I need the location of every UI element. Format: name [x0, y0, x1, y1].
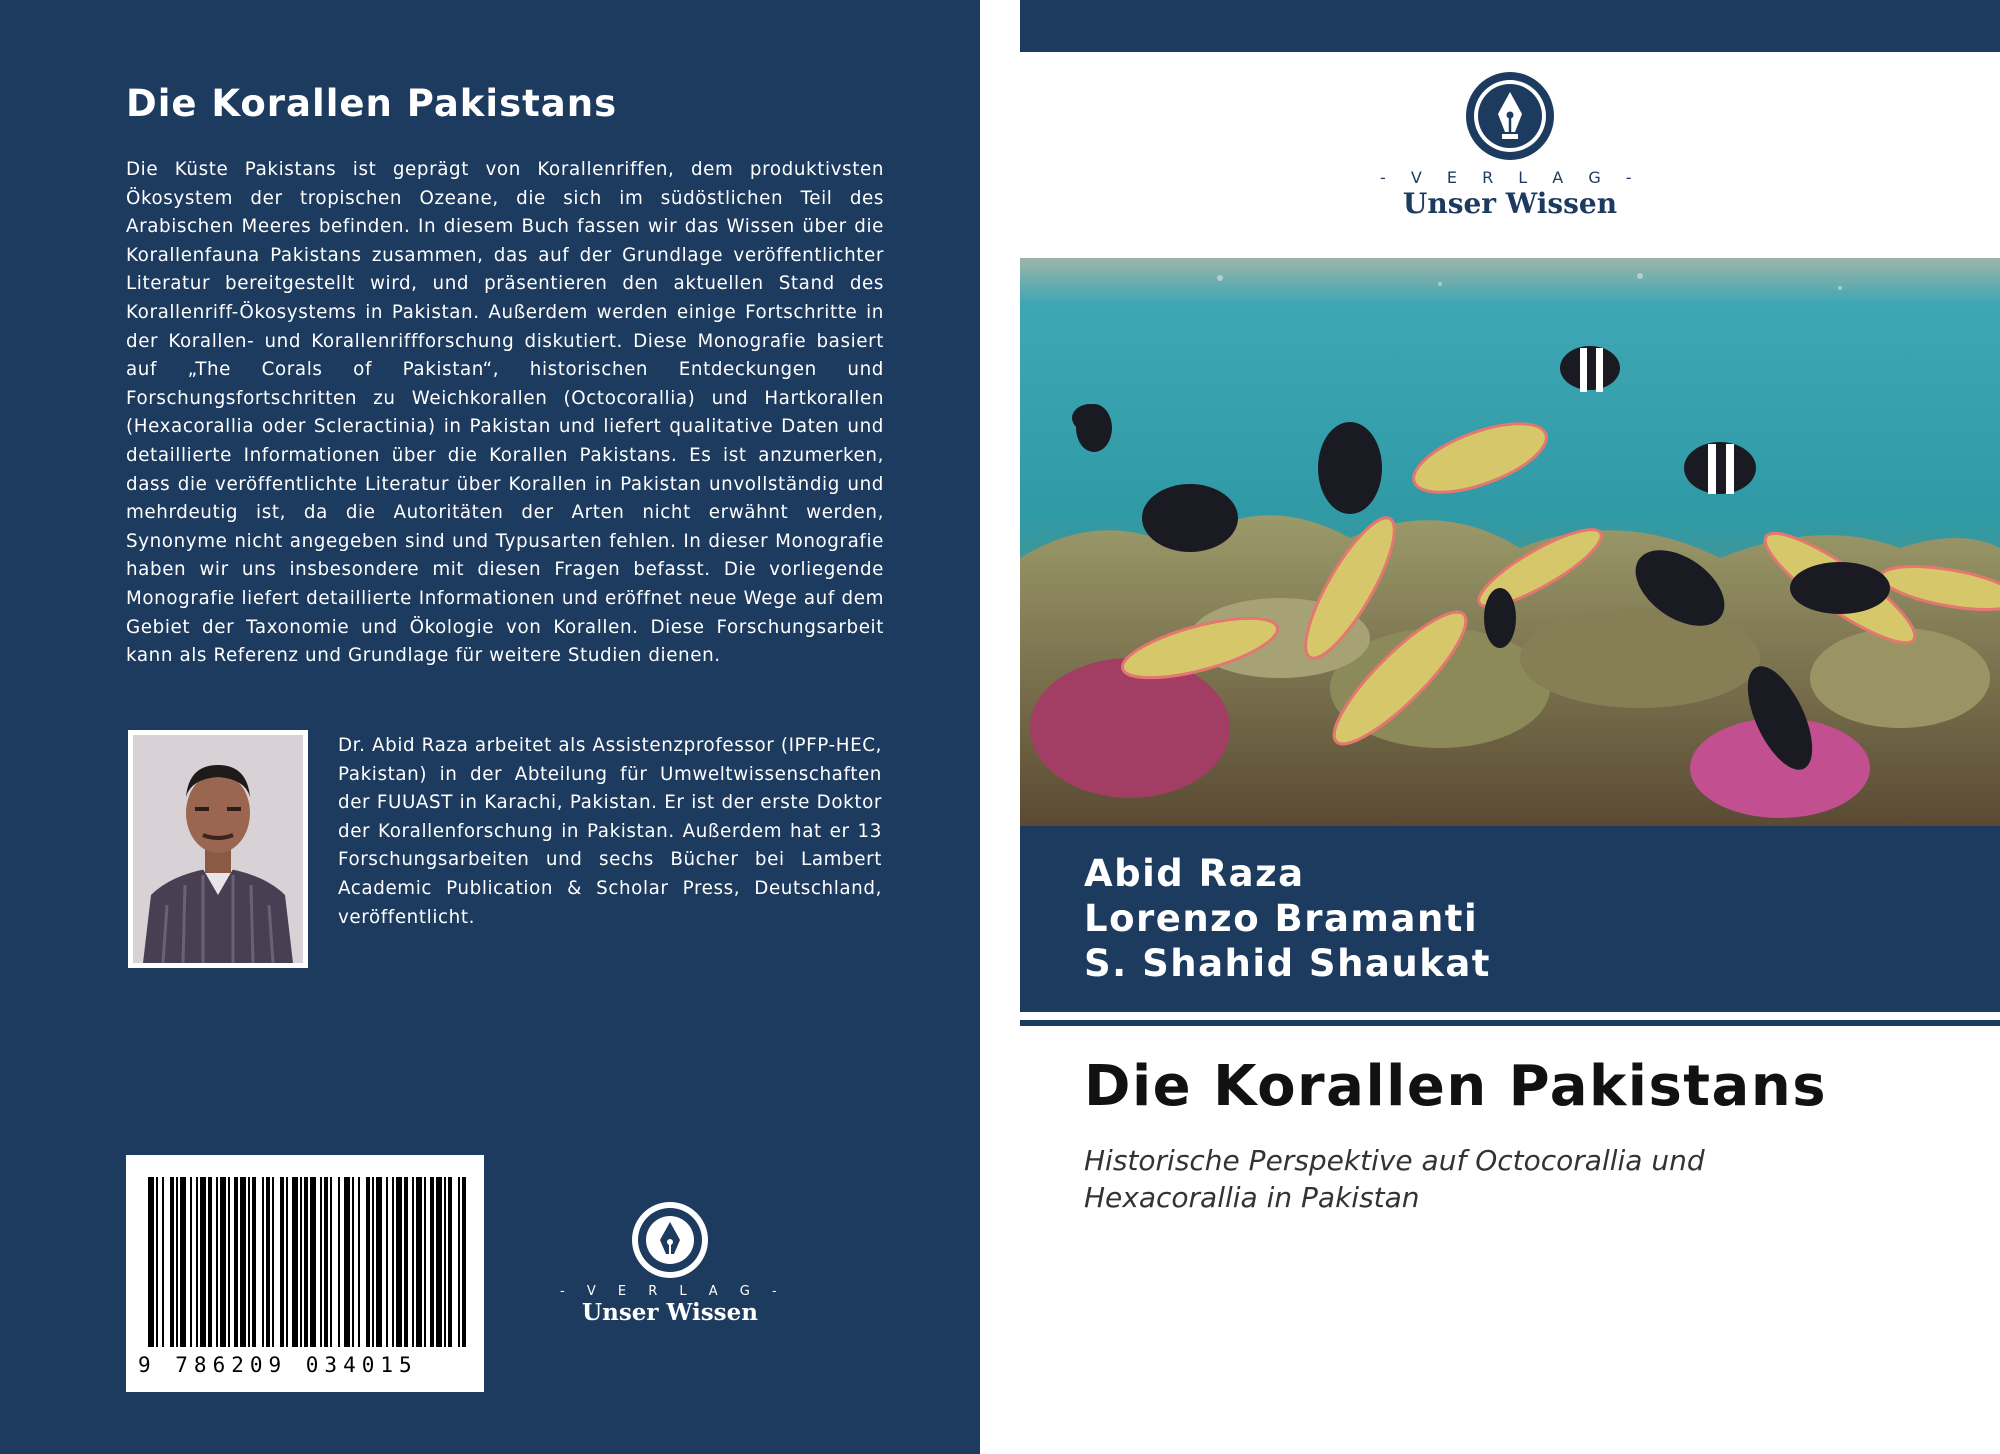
barcode-bar [344, 1177, 350, 1347]
fountain-pen-nib-icon [1464, 70, 1556, 162]
barcode-bar [190, 1177, 192, 1347]
barcode-bar [416, 1177, 422, 1347]
barcode-bar [220, 1177, 226, 1347]
barcode-bar [262, 1177, 264, 1347]
author-bio: Dr. Abid Raza arbeitet als Assistenzprofessor (IPFP-HEC, Pakistan) in der Abteilung für Umweltwissenschaften der FUUAST in Karachi, Pakistan. Er ist der erste Doktor der Korallenforschung in Pakistan. Außerdem hat er 13 Forschungsarbeiten und sechs Bücher bei Lambert Academic Publication & Scholar Press, Deutschland, veröffentlicht. [338, 735, 882, 928]
publisher-verlag-label: - V E R L A G - [560, 1284, 786, 1299]
isbn-barcode [126, 1155, 484, 1392]
cover-photo-coral-reef [1020, 258, 2000, 826]
barcode-bar [304, 1177, 308, 1347]
barcode-bar [324, 1177, 328, 1347]
publisher-verlag-label: - V E R L A G - [1380, 168, 1642, 187]
barcode-bar [200, 1177, 206, 1347]
barcode-bar [392, 1177, 394, 1347]
book-subtitle: Historische Perspektive auf Octocorallia und Hexacorallia in Pakistan [1084, 1144, 1705, 1214]
barcode-bar [458, 1177, 460, 1347]
author-name: Lorenzo Bramanti [1084, 897, 1479, 940]
barcode-bar [372, 1177, 374, 1347]
barcode-bar [272, 1177, 274, 1347]
barcode-bar [216, 1177, 218, 1347]
barcode-bar [404, 1177, 408, 1347]
barcode-bar [248, 1177, 250, 1347]
author-name: S. Shahid Shaukat [1084, 942, 1491, 985]
barcode-bar [412, 1177, 414, 1347]
spine [980, 0, 1020, 1454]
publisher-logo-back [560, 1200, 786, 1326]
barcode-bar [352, 1177, 354, 1347]
barcode-bar [376, 1177, 382, 1347]
front-cover [1020, 0, 2000, 1454]
barcode-bar [424, 1177, 426, 1347]
barcode-bar [292, 1177, 298, 1347]
barcode-bar [170, 1177, 174, 1347]
back-cover-title: Die Korallen Pakistans [126, 82, 618, 125]
barcode-bar [436, 1177, 442, 1347]
barcode-bar [280, 1177, 284, 1347]
barcode-bar [448, 1177, 452, 1347]
barcode-bar [252, 1177, 256, 1347]
barcode-bar [176, 1177, 178, 1347]
authors-band [1020, 826, 2000, 1012]
barcode-bar [386, 1177, 388, 1347]
barcode-bar [338, 1177, 340, 1347]
back-cover-blurb: Die Küste Pakistans ist geprägt von Korallenriffen, dem produktivsten Ökosystem der tropischen Ozeane, die sich im südöstlichen Teil des Arabischen Meeres befinden. In diesem Buch fassen wir das Wissen über die Korallenfauna Pakistans zusammen, das auf der Grundlage veröffentlichter Literatur bereitgestellt wird, und präsentieren den aktuellen Stand des Korallenriff-Ökosystems in Pakistan. Außerdem werden einige Fortschritte in der Korallen- und Korallenriffforschung diskutiert. Diese Monografie basiert auf „The Corals of Pakistan“, historischen Entdeckungen und Forschungsfortschritten zu Weichkorallen (Octocorallia) und Hartkorallen (Hexacorallia oder Scleractinia) in Pakistan und liefert qualitative Daten und detaillierte Informationen über die Korallen Pakistans. Es ist anzumerken, dass die veröffentlichte Literatur über Korallen in Pakistan unvollständig und mehrdeutig ist, da die Autoritäten der Arten nicht erwähnt werden, Synonyme nicht angegeben sind und Typusarten fehlen. In dieser Monografie haben wir uns insbesondere mit diesen Fragen befasst. Die vorliegende Monografie liefert detaillierte Informationen und eröffnet neue Wege auf dem Gebiet der Taxonomie und Ökologie von Korallen. Diese Forschungsarbeit kann als Referenz und Grundlage für weitere Studien dienen. [126, 159, 884, 667]
back-cover [0, 0, 980, 1454]
barcode-bar [430, 1177, 434, 1347]
barcode-bar [234, 1177, 238, 1347]
barcode-bar [196, 1177, 198, 1347]
barcode-bar [358, 1177, 360, 1347]
divider [1020, 1020, 2000, 1026]
barcode-bar [444, 1177, 446, 1347]
barcode-bar [366, 1177, 370, 1347]
barcode-bar [156, 1177, 158, 1347]
barcode-bar [286, 1177, 288, 1347]
barcode-bar [180, 1177, 186, 1347]
book-title: Die Korallen Pakistans [1084, 1054, 1828, 1119]
publisher-seal-icon [630, 1200, 710, 1280]
barcode-bar [148, 1177, 154, 1347]
author-name: Abid Raza [1084, 852, 1305, 895]
barcode-bar [266, 1177, 270, 1347]
barcode-bar [310, 1177, 316, 1347]
barcode-bar [228, 1177, 230, 1347]
barcode-bar [396, 1177, 402, 1347]
barcode-bar [300, 1177, 302, 1347]
barcode-bar [240, 1177, 246, 1347]
publisher-name: Unser Wissen [582, 1299, 758, 1326]
barcode-bar [162, 1177, 164, 1347]
top-band [1020, 0, 2000, 52]
author-photo [128, 730, 308, 968]
publisher-name: Unser Wissen [1402, 187, 1618, 220]
barcode-bar [462, 1177, 466, 1347]
barcode-bar [208, 1177, 212, 1347]
barcode-digits: 9 786209 034015 [138, 1353, 418, 1377]
barcode-bar [320, 1177, 322, 1347]
barcode-bar [330, 1177, 332, 1347]
publisher-logo-front [1380, 70, 1640, 220]
